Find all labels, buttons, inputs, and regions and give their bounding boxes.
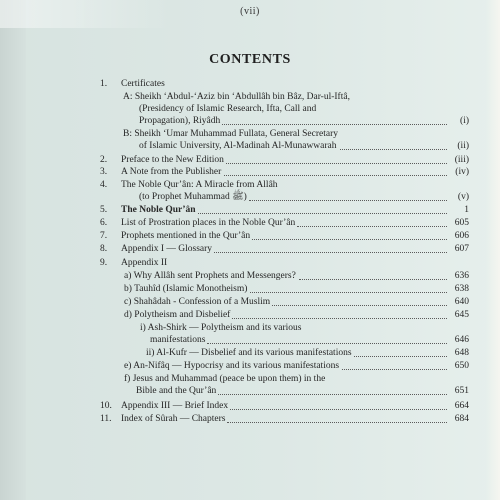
- toc-entry-number: 11.: [100, 414, 112, 424]
- page-folio: (vii): [240, 6, 260, 17]
- toc-entry-title: c) Shahâdah - Confession of a Muslim: [124, 297, 271, 307]
- toc-dot-leader: [252, 239, 447, 240]
- toc-entry: [0, 334, 500, 346]
- toc-dot-leader: [250, 292, 447, 293]
- toc-entry: [0, 309, 500, 321]
- toc-entry: [0, 413, 500, 425]
- toc-entry-title: Prophets mentioned in the Qur’ân: [121, 231, 251, 241]
- toc-entry-title: ii) Al-Kufr — Disbelief and its various manifestations: [146, 348, 352, 358]
- toc-page-number: 605: [454, 218, 469, 228]
- toc-entry-number: 9.: [100, 258, 108, 268]
- toc-entry: [0, 91, 500, 103]
- toc-entry-title: manifestations: [150, 335, 206, 345]
- toc-entry-title: Appendix I — Glossary: [121, 244, 213, 254]
- toc-page-number: 648: [454, 348, 469, 358]
- toc-entry: [0, 78, 500, 90]
- toc-entry: [0, 140, 500, 152]
- toc-page-number: 607: [454, 244, 469, 254]
- toc-entry: [0, 128, 500, 140]
- toc-entry-title: e) An-Nifâq — Hypocrisy and its various manifestations: [124, 361, 340, 371]
- toc-page-number: 684: [454, 414, 469, 424]
- toc-dot-leader: [207, 343, 447, 344]
- toc-entry: [0, 204, 500, 216]
- toc-entry: [0, 217, 500, 229]
- toc-entry: [0, 270, 500, 282]
- toc-entry-title: Propagation), Riyâdh: [139, 116, 221, 126]
- toc-entry: [0, 283, 500, 295]
- toc-entry-title: f) Jesus and Muhammad (peace be upon them) in the: [124, 374, 326, 384]
- toc-dot-leader: [198, 213, 447, 214]
- toc-entry: [0, 400, 500, 412]
- toc-dot-leader: [218, 394, 447, 395]
- toc-dot-leader: [232, 318, 447, 319]
- toc-dot-leader: [354, 356, 447, 357]
- toc-page-number: (v): [457, 192, 469, 202]
- toc-dot-leader: [222, 124, 447, 125]
- toc-entry: [0, 154, 500, 166]
- toc-page-number: 650: [454, 361, 469, 371]
- toc-dot-leader: [214, 252, 447, 253]
- toc-page-number: 646: [454, 335, 469, 345]
- contents-heading: CONTENTS: [209, 52, 291, 67]
- toc-entry-title: Appendix II: [121, 258, 168, 268]
- toc-entry-title: a) Why Allâh sent Prophets and Messengers?: [124, 271, 296, 281]
- toc-entry-number: 10.: [100, 401, 112, 411]
- toc-entry: [0, 230, 500, 242]
- toc-entry: [0, 347, 500, 359]
- toc-dot-leader: [227, 422, 447, 423]
- toc-entry-title: b) Tauhîd (Islamic Monotheism): [124, 284, 248, 294]
- toc-entry: [0, 115, 500, 127]
- toc-entry-number: 3.: [100, 167, 108, 177]
- toc-entry-title: d) Polytheism and Disbelief: [124, 310, 231, 320]
- toc-page-number: (iii): [454, 155, 469, 165]
- toc-entry: [0, 166, 500, 178]
- toc-entry: [0, 191, 500, 203]
- toc-entry: [0, 103, 500, 115]
- toc-entry-number: 4.: [100, 180, 108, 190]
- toc-entry-title: Bible and the Qur’ân: [136, 386, 217, 396]
- toc-entry-title: (to Prophet Muhammad ﷺ): [139, 192, 247, 202]
- toc-entry-number: 8.: [100, 244, 108, 254]
- toc-entry-title: of Islamic University, Al-Madinah Al-Munawwarah: [139, 141, 337, 151]
- toc-entry: [0, 322, 500, 334]
- toc-page-number: 640: [454, 297, 469, 307]
- toc-dot-leader: [340, 149, 447, 150]
- toc-entry-title: A: Sheikh ‘Abdul-‘Aziz bin ‘Abdullâh bin Bâz, Dar-ul-Iftâ,: [123, 92, 350, 102]
- toc-dot-leader: [272, 305, 447, 306]
- toc-entry-title: Index of Sûrah — Chapters: [121, 414, 226, 424]
- toc-dot-leader: [224, 175, 447, 176]
- table-of-contents: [0, 78, 500, 488]
- toc-entry: [0, 257, 500, 269]
- toc-entry: [0, 296, 500, 308]
- toc-dot-leader: [297, 226, 447, 227]
- toc-dot-leader: [230, 409, 447, 410]
- toc-page-number: 636: [454, 271, 469, 281]
- toc-entry-title: Preface to the New Edition: [121, 155, 224, 165]
- toc-entry: [0, 360, 500, 372]
- toc-page-number: (i): [460, 116, 469, 126]
- page-edge: [486, 0, 500, 500]
- toc-entry-title: The Noble Qur’ân: [121, 205, 196, 215]
- toc-entry-number: 1.: [100, 79, 108, 89]
- toc-entry-number: 2.: [100, 155, 108, 165]
- toc-page-number: 1: [464, 205, 469, 215]
- toc-page-number: (ii): [457, 141, 469, 151]
- toc-entry-number: 5.: [100, 205, 108, 215]
- toc-entry-title: The Noble Qur’ân: A Miracle from Allâh: [121, 180, 278, 190]
- toc-page-number: 638: [454, 284, 469, 294]
- toc-entry: [0, 179, 500, 191]
- toc-dot-leader: [299, 279, 447, 280]
- toc-page-number: 606: [454, 231, 469, 241]
- toc-dot-leader: [249, 200, 447, 201]
- toc-page-number: 645: [454, 310, 469, 320]
- toc-page-number: (iv): [455, 167, 469, 177]
- toc-entry-title: List of Prostration places in the Noble Qur’ân: [121, 218, 296, 228]
- toc-dot-leader: [226, 163, 447, 164]
- toc-entry-title: A Note from the Publisher: [121, 167, 222, 177]
- toc-entry-number: 7.: [100, 231, 108, 241]
- toc-entry-title: (Presidency of Islamic Research, Ifta, Call and: [139, 104, 317, 114]
- toc-page-number: 651: [454, 386, 469, 396]
- toc-entry-title: i) Ash-Shirk — Polytheism and its various: [140, 323, 302, 333]
- toc-entry: [0, 385, 500, 397]
- toc-entry-title: Certificates: [121, 79, 165, 89]
- toc-entry-number: 6.: [100, 218, 108, 228]
- toc-entry-title: B: Sheikh ‘Umar Muhammad Fullata, General Secretary: [123, 129, 339, 139]
- toc-dot-leader: [342, 369, 447, 370]
- toc-page-number: 664: [454, 401, 469, 411]
- toc-entry: [0, 243, 500, 255]
- toc-entry-title: Appendix III — Brief Index: [121, 401, 229, 411]
- toc-entry: [0, 373, 500, 385]
